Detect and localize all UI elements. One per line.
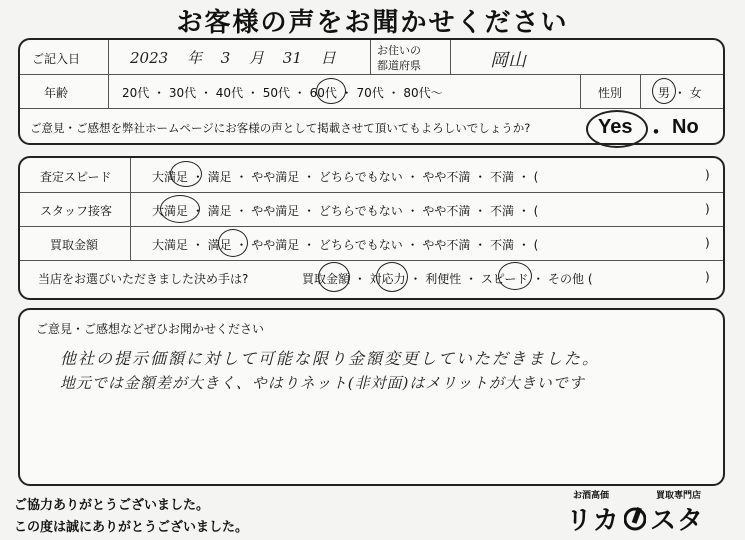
- bottle-icon: [624, 505, 646, 531]
- comments-box: [18, 308, 725, 486]
- decision-question: 当店をお選びいただきました決め手は?: [38, 272, 249, 286]
- rating-circle-price: [218, 229, 248, 257]
- rating-close-speed: ): [705, 168, 710, 182]
- logo-sub-right: 買取専門店: [656, 491, 702, 501]
- comments-label: ご意見・ご感想などぜひお聞かせください: [36, 322, 265, 336]
- page-title: お客様の声をお聞かせください: [176, 8, 569, 38]
- decision-circle-speed: [498, 262, 532, 290]
- rating-label-speed: 査定スピード: [40, 170, 112, 184]
- logo-sub-left: お酒高価: [573, 491, 610, 501]
- decision-options: 買取金額 ・ 対応力 ・ 利便性 ・ スピード ・ その他 (: [302, 272, 593, 286]
- yes-no-separator: ・: [646, 122, 666, 144]
- pref-value: 岡山: [490, 50, 526, 71]
- footer-thanks-2: この度は誠にありがとうございました。: [14, 520, 249, 535]
- age-circle-mark: [316, 78, 346, 104]
- pref-label-2: 都道府県: [377, 59, 421, 72]
- rating-close-price: ): [705, 236, 710, 250]
- logo-main-left: リカ: [566, 505, 620, 535]
- rating-label-staff: スタッフ接客: [40, 204, 113, 218]
- decision-circle-price: [318, 262, 350, 292]
- date-value: 2023 年 3 月 31 日: [130, 49, 336, 67]
- age-options: 20代 ・ 30代 ・ 40代 ・ 50代 ・ 60代 ・ 70代 ・ 80代〜: [122, 86, 443, 100]
- yes-option: Yes: [598, 116, 633, 138]
- logo-main-right: スタ: [650, 505, 705, 535]
- decision-circle-response: [376, 262, 408, 292]
- no-option: No: [672, 116, 699, 138]
- comment-line-2: 地元では金額差が大きく、やはりネット(非対面)はメリットが大きいです: [60, 374, 585, 392]
- pref-label-1: お住いの: [377, 44, 421, 57]
- yes-circle-mark: [586, 110, 648, 148]
- gender-options: 男 ・ 女: [658, 86, 702, 100]
- ratings-box: [18, 156, 725, 300]
- info-box: [18, 38, 725, 145]
- rating-circle-staff: [160, 195, 200, 223]
- footer-thanks-1: ご協力ありがとうございました。: [14, 498, 210, 513]
- rating-circle-speed: [170, 161, 202, 187]
- rating-options-speed: 大満足 ・ 満足 ・ やや満足 ・ どちらでもない ・ やや不満 ・ 不満 ・ (: [152, 170, 539, 184]
- gender-label: 性別: [598, 86, 623, 100]
- comment-line-1: 他社の提示価額に対して可能な限り金額変更していただきました。: [60, 349, 601, 368]
- rating-close-staff: ): [705, 202, 710, 216]
- age-label: 年齢: [44, 86, 69, 100]
- permission-question: ご意見・ご感想を弊社ホームページにお客様の声として掲載させて頂いてもよろしいでしょうか?: [30, 121, 531, 135]
- rating-options-price: 大満足 ・ 満足 ・ やや満足 ・ どちらでもない ・ やや不満 ・ 不満 ・ (: [152, 238, 539, 252]
- rating-label-price: 買取金額: [50, 238, 99, 252]
- gender-circle-mark: [652, 78, 676, 104]
- decision-close: ): [705, 270, 710, 284]
- rating-options-staff: 大満足 ・ 満足 ・ やや満足 ・ どちらでもない ・ やや不満 ・ 不満 ・ (: [152, 204, 539, 218]
- date-label: ご記入日: [32, 52, 81, 66]
